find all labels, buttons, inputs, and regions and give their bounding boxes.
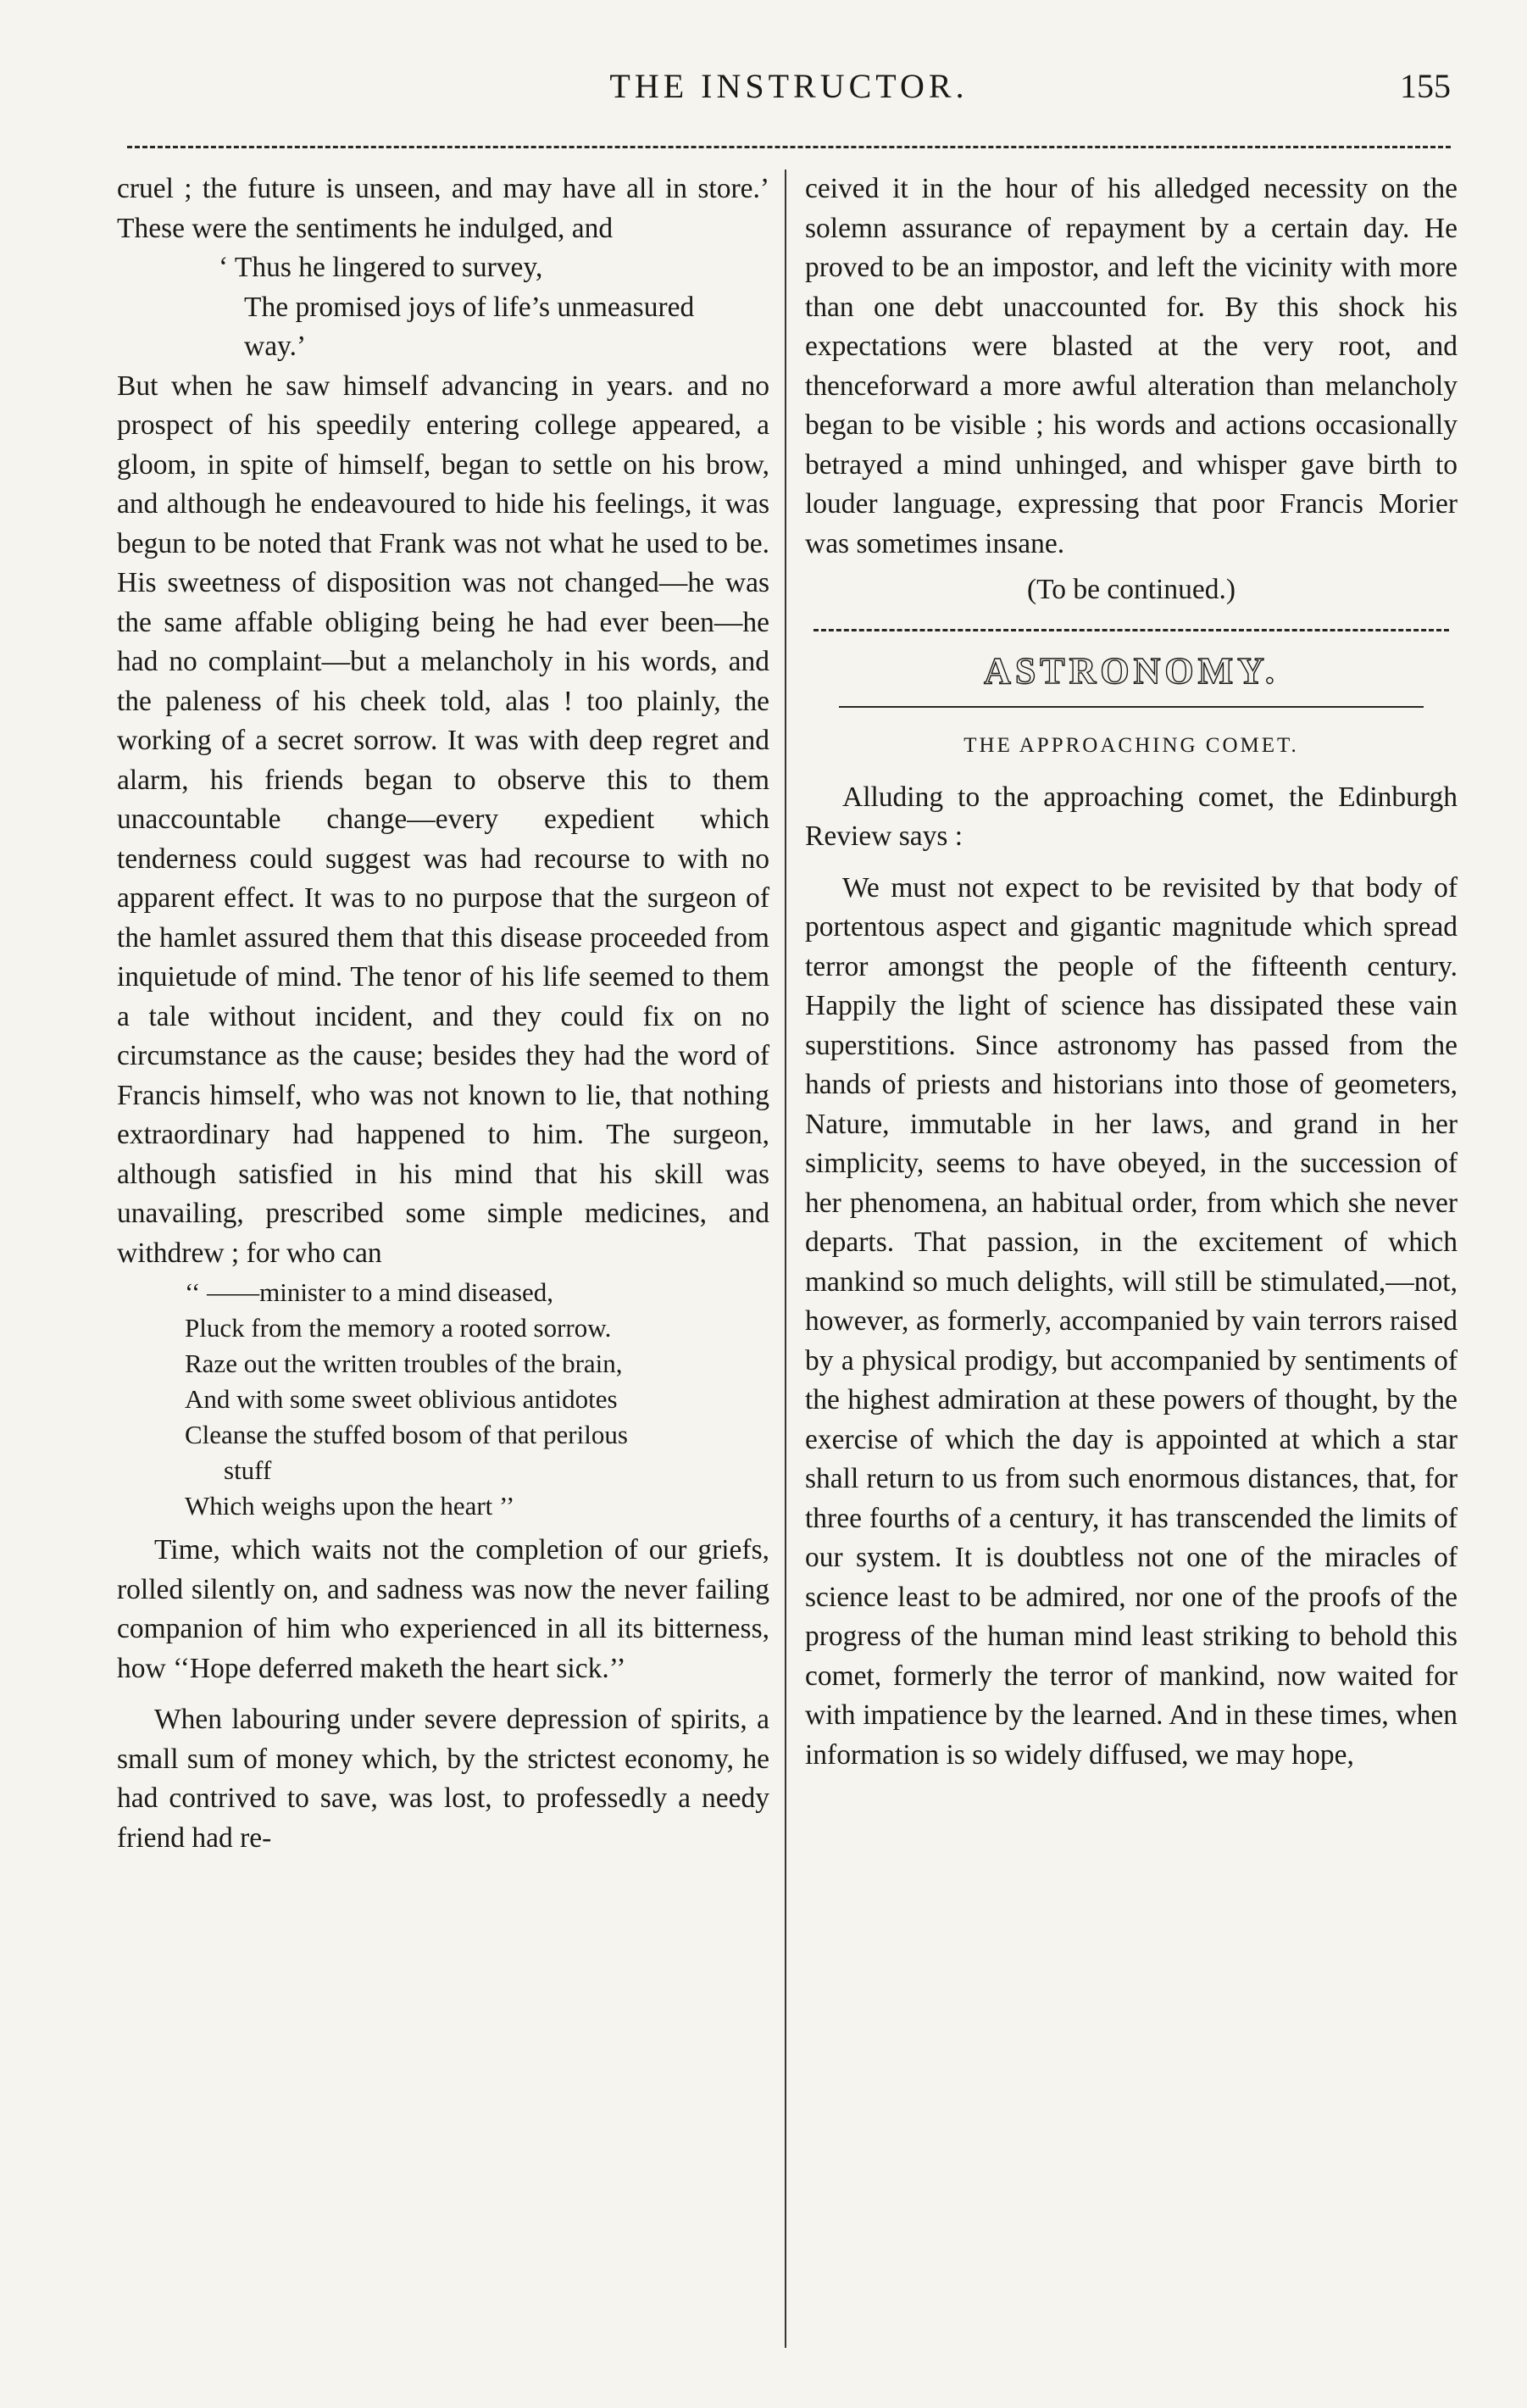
verse-line: stuff [224,1455,272,1485]
paragraph: When labouring under severe depression of spirits, a small sum of money which, by the strictest economy, he had contrived to save, was lost, to professedly a needy friend had re- [117,1704,769,1854]
verse-quote [185,1275,769,1524]
page-header [127,66,1451,125]
section-title: ASTRONOMY. [984,649,1279,692]
header-rule [127,146,1451,148]
verse-line: Which weighs upon the heart ’’ [185,1491,515,1521]
column-divider [785,170,786,2348]
paragraph: Time, which waits not the completion of our griefs, rolled silently on, and sadness was now the never failing companion of him who experienced in all its bitterness, how ‘‘Hope deferred maketh the heart sick.’’ [117,1534,769,1684]
left-column [117,170,769,1858]
verse-line: ‘ Thus he lingered to survey, [219,252,543,283]
article-subtitle: THE APPROACHING COMET. [963,734,1299,757]
verse-line: Cleanse the stuffed bosom of that perilous [185,1420,628,1449]
section-rule [839,706,1424,708]
paragraph: We must not expect to be revisited by that body of portentous aspect and gigantic magnitude which spread terror amongst the people of the fifteenth century. Happily the light of science has dissipated these vain superstitions. Since astronomy has passed from the hands of priests and historians into those of geometers, Nature, immutable in her laws, and grand in her simplicity, seems to have obeyed, in the succession of her phenomena, an habitual order, from which she never departs. That passion, in the excitement of which mankind so much delights, will still be stimulated,—not, however, as formerly, accompanied by vain terrors raised by a physical prodigy, but accompanied by sentiments of the highest admiration at these powers of thought, by the exercise of which the day is appointed at which a star shall return to us from such enormous distances, that, for three fourths of a century, it has transcended the limits of our system. It is doubtless not one of the miracles of science least to be admired, nor one of the proofs of the progress of the human mind least striking to behold this comet, formerly the terror of mankind, now waited for with impatience by the learned. And in these times, when information is so widely diffused, we may hope, [805,871,1458,1771]
running-title: THE INSTRUCTOR. [609,67,969,105]
paragraph: But when he saw himself advancing in years. and no prospect of his speedily entering college appeared, a gloom, in spite of himself, began to settle on his brow, and although he endeavoured to hide his feelings, it was begun to be noted that Frank was not what he used to be. His sweetness of disposition was not changed—he was the same affable obliging being he had ever been—he had no complaint—but a melancholy in his words, and the paleness of his cheek told, alas ! too plainly, the working of a secret sorrow. It was with deep regret and alarm, his friends began to observe this to them unaccountable change—every expedient which tenderness could suggest was had recourse to with no apparent effect. It was to no purpose that the surgeon of the hamlet assured them that this disease proceeded from inquietude of mind. The tenor of his life seemed to them a tale without incident, and they could fix on no circumstance as the cause; besides they had the word of Francis himself, who was not known to lie, that nothing extraordinary had happened to him. The surgeon, although satisfied in his mind that his skill was unavailing, prescribed some simple medicines, and withdrew ; for who can [117,370,769,1269]
paragraph: ceived it in the hour of his alledged necessity on the solemn assurance of repayment by a certain day. He proved to be an impostor, and left the vicinity with more than one debt unaccounted for. By this shock his expectations were blasted at the very root, and thenceforward a more awful alteration than melancholy began to be visible ; his words and actions occasionally betrayed a mind unhinged, and whisper gave birth to louder language, expressing that poor Francis Morier was sometimes insane. [805,173,1458,559]
verse-line: ‘‘ ——minister to a mind diseased, [185,1277,554,1307]
page-number: 155 [1400,67,1451,105]
verse-line: way.’ [244,331,307,362]
section-rule [813,629,1449,631]
verse-line: The promised joys of life’s unmeasured [244,291,695,323]
verse-line: Raze out the written troubles of the brain, [185,1349,623,1378]
continued-note: (To be continued.) [1026,574,1236,605]
verse-line: And with some sweet oblivious antidotes [185,1384,618,1414]
verse-quote [185,248,769,367]
paragraph: cruel ; the future is unseen, and may have all in store.’ These were the sentiments he indulged, and [117,173,769,244]
verse-line: Pluck from the memory a rooted sorrow. [185,1313,612,1343]
paragraph: Alluding to the approaching comet, the Edinburgh Review says : [805,781,1458,852]
right-column [805,170,1458,1775]
